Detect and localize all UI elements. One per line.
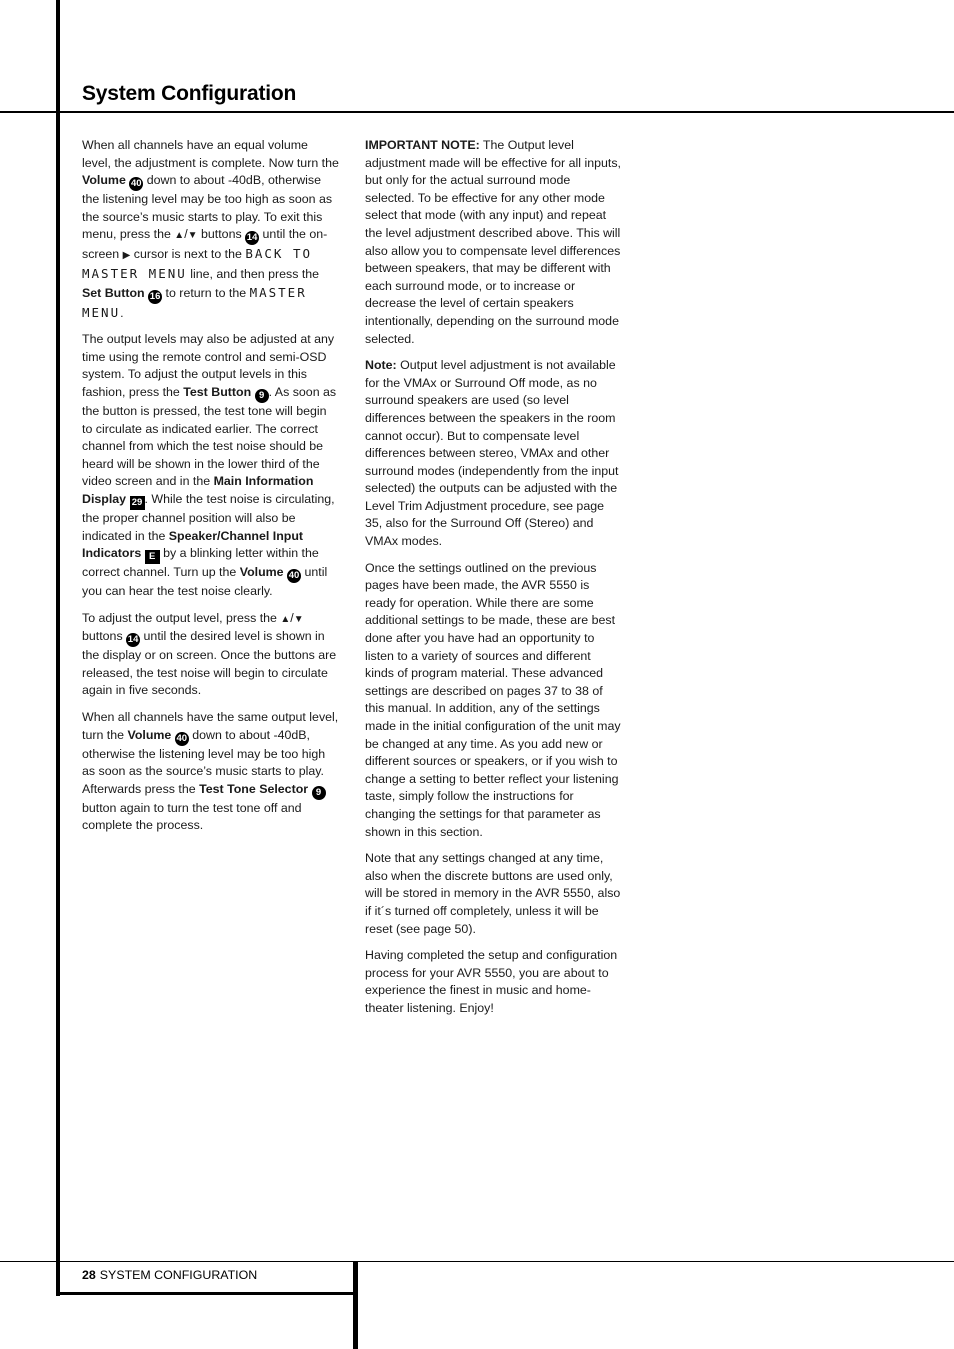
cursor-arrow-icon: ▶: [122, 250, 131, 262]
up-arrow-icon: ▲: [174, 230, 185, 242]
page-title: System Configuration: [82, 82, 297, 105]
footer-bottom-rule: [56, 1292, 356, 1295]
ref-badge-40: 40: [176, 732, 188, 744]
ref-badge-40: 40: [131, 178, 142, 190]
test-button-label: Test Button: [183, 384, 252, 399]
volume-label: Volume: [127, 727, 172, 742]
paragraph-important-note: IMPORTANT NOTE: The Output level adjustment made will be effective for all inputs, but only for the actual surround mode selected. To be effective for any other mode select that mode (with any input) and repeat the level adjustment described above. This will also allow you to compensate level differences between speakers, that may be different with each surround mode, or to increase or decrease the level of certain speakers intentionally, depending on the surround mode selected.: [365, 138, 621, 346]
ref-badge-16: 16: [149, 290, 161, 302]
paragraph-enjoy: Having completed the setup and configuration process for your AVR 5550, you are about to experience the finest in music and home-theater listening. Enjoy!: [365, 948, 618, 1015]
main-display-label: Main Information Display: [82, 474, 314, 506]
volume-label: Volume: [239, 565, 284, 580]
note-label: Note:: [365, 358, 397, 373]
osd-back-to-master-menu: BACK TO MASTER MENU: [82, 246, 313, 281]
ref-badge-9: 9: [312, 786, 326, 800]
down-arrow-icon: ▼: [293, 613, 304, 625]
volume-label: Volume: [82, 173, 126, 188]
ref-badge-29: 29: [130, 496, 145, 510]
right-column: [365, 137, 623, 1027]
paragraph-memory: Note that any settings changed at any time, also when the discrete buttons are used only, will be stored in memory in the AVR 5550, also if it´s turned off completely, unless it will be reset (see page 50).: [365, 851, 621, 936]
important-note-label: IMPORTANT NOTE:: [365, 138, 480, 152]
paragraph-remote-adjust: The output levels may also be adjusted at any time using the remote control and semi-OSD system. To adjust the output levels in this fashion, press the Test Button 9 . As soon as the button is pressed, the test tone will begin to circulate as indicated earlier. The correct channel from which the test noise should be heard will be shown in the lower third of the video screen and in the Main Information Display 29 . While the test noise is circulating, the proper channel position will also be indicated in the Speaker/Channel Input Indicators E by a blinking letter within the correct channel. Turn up the Volume 40 until you can hear the test noise clearly.: [82, 332, 337, 599]
set-button-label: Set Button: [82, 285, 145, 300]
speaker-indicators-label: Speaker/Channel Input Indicators: [82, 528, 304, 561]
left-column: [82, 137, 340, 844]
ref-badge-14: 14: [127, 634, 139, 646]
page-footer: [82, 1268, 257, 1282]
paragraph-exit-menu: When all channels have an equal volume level, the adjustment is complete. Now turn the Volume 40 down to about -40dB, otherwise the listening level may be too high as soon as the source’s music starts to play. To exit this menu, press the ▲/▼ buttons 14 until the on-screen ▶ cursor is next to the BACK TO MASTER MENU line, and then press the Set Button 16 to return to the MASTER MENU.: [82, 138, 339, 320]
paragraph-adjust-level: To adjust the output level, press the ▲/▼ buttons 14 until the desired level is shown in the display or on screen. Once the buttons are released, the test noise will begin to circulate again in five seconds.: [82, 610, 337, 698]
paragraph-note: Note: Output level adjustment is not available for the VMAx or Surround Off mode, as no surround speakers are used (so level differences between the speakers in the room cannot occur). But to compensate level differences between stereo, VMAx and other surround modes (independently from the input selected) the outputs can be adjusted with the Level Trim Adjustment procedure, see page 35, also for the Surround Off (Stereo) and VMAx modes.: [365, 358, 619, 549]
title-rule: [0, 111, 954, 113]
footer-vertical-rule: [353, 1262, 358, 1349]
left-vertical-rule: [56, 0, 60, 1296]
ref-badge-40: 40: [288, 570, 300, 582]
paragraph-settings-done: Once the settings outlined on the previous pages have been made, the AVR 5550 is ready for operation. While there are some additional settings to be made, these are best done after you have had an opportunity to listen to a variety of sources and different kinds of program material. These advanced settings are described on pages 37 to 38 of this manual. In addition, any of the settings made in the initial configuration of the unit may be changed at any time. As you add new or different sources or speakers, or if you wish to change a setting to better reflect your listening taste, simply follow the instructions for changing the settings for that parameter as shown in this section.: [365, 560, 621, 839]
page-number: 28: [82, 1268, 96, 1282]
osd-master-menu: MASTER MENU: [82, 284, 307, 320]
footer-section-label: SYSTEM CONFIGURATION: [99, 1268, 258, 1282]
ref-badge-14: 14: [246, 232, 258, 244]
ref-badge-e: E: [145, 550, 160, 564]
ref-badge-9: 9: [255, 389, 269, 403]
down-arrow-icon: ▼: [187, 230, 198, 242]
test-tone-selector-label: Test Tone Selector: [199, 781, 309, 796]
up-arrow-icon: ▲: [280, 613, 291, 625]
paragraph-complete-process: When all channels have the same output level, turn the Volume 40 down to about -40dB, otherwise the listening level may be too high as soon as the source’s music starts to play. Afterwards press the Test Tone Selector 9 button again to turn the test tone off and complete the process.: [82, 710, 339, 833]
footer-top-rule: [0, 1261, 954, 1262]
